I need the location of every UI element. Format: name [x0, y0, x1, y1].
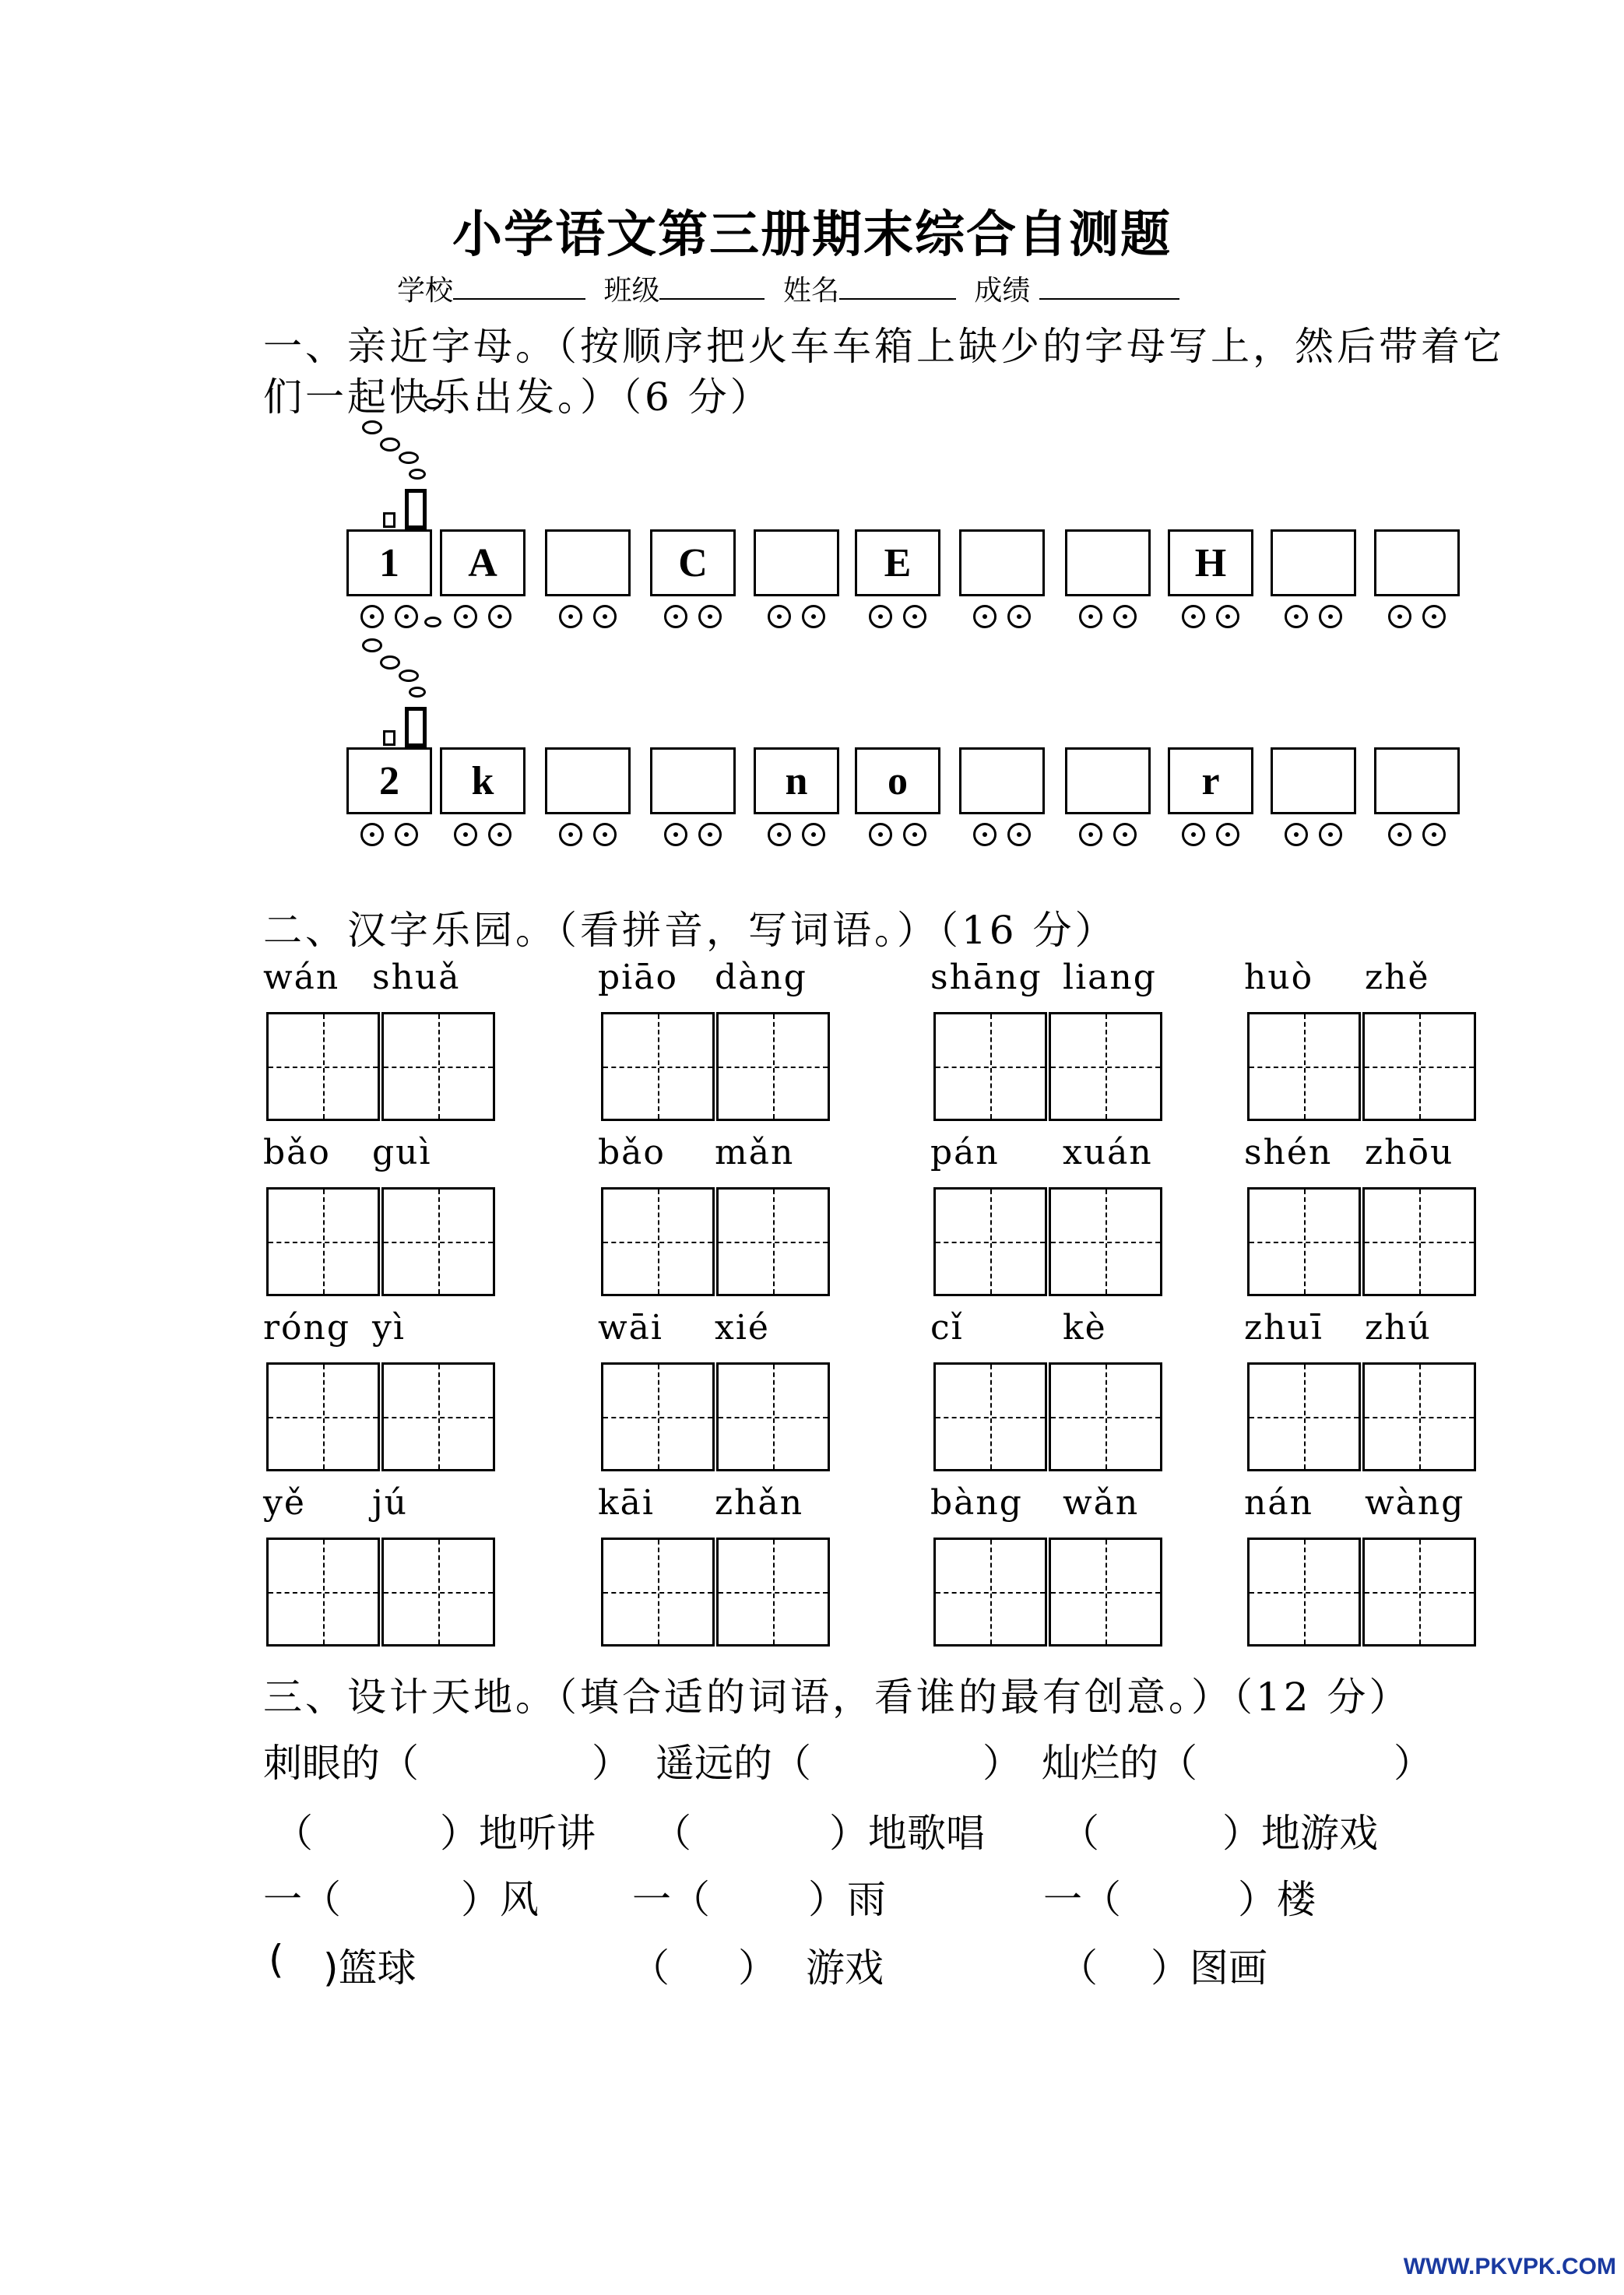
pinyin-label: liang — [1063, 958, 1157, 997]
chimney-small-icon — [383, 512, 395, 528]
fill-in-text: )篮球 — [323, 1945, 417, 1991]
fill-in-text: 一（ — [263, 1877, 341, 1922]
writing-box[interactable] — [266, 1538, 380, 1647]
writing-box[interactable] — [266, 1012, 380, 1121]
train-car[interactable] — [959, 529, 1045, 596]
pinyin-label: pán — [930, 1133, 1000, 1172]
pinyin-label: yě — [263, 1483, 306, 1523]
wheel-icon — [1285, 823, 1308, 846]
fill-in-text: ） — [738, 1945, 777, 1991]
writing-box[interactable] — [601, 1187, 715, 1296]
writing-box[interactable] — [716, 1362, 830, 1471]
train-car[interactable] — [650, 747, 736, 814]
wheel-icon — [1113, 823, 1137, 846]
writing-box[interactable] — [1049, 1538, 1162, 1647]
pinyin-label: shāng — [930, 958, 1042, 997]
smoke-icon — [409, 469, 426, 480]
wheel-icon — [869, 605, 892, 628]
wheel-icon — [454, 605, 477, 628]
writing-box[interactable] — [933, 1362, 1047, 1471]
wheel-icon — [488, 823, 511, 846]
wheel-icon — [903, 823, 926, 846]
pinyin-label: zhú — [1365, 1308, 1432, 1348]
train-car[interactable] — [754, 529, 839, 596]
wheel-icon — [1422, 823, 1446, 846]
writing-box[interactable] — [1362, 1538, 1476, 1647]
pinyin-label: yì — [372, 1308, 406, 1348]
wheel-icon — [698, 823, 722, 846]
pinyin-label: shén — [1244, 1133, 1333, 1172]
train-car[interactable] — [1271, 529, 1356, 596]
train-car[interactable]: A — [440, 529, 526, 596]
pinyin-label: bǎo — [598, 1133, 666, 1172]
train-engine: 2 — [346, 747, 432, 814]
chimney-icon — [405, 707, 427, 747]
wheel-icon — [1388, 605, 1411, 628]
smoke-icon — [380, 438, 400, 452]
wheel-icon — [559, 605, 582, 628]
fill-in-text: （ — [652, 1811, 691, 1856]
fill-in-text: ） — [982, 1741, 1021, 1786]
writing-box[interactable] — [716, 1012, 830, 1121]
wheel-icon — [360, 605, 384, 628]
wheel-icon — [1182, 823, 1205, 846]
fill-in-text: （ — [631, 1945, 670, 1991]
wheel-icon — [768, 605, 791, 628]
wheel-icon — [869, 823, 892, 846]
score-field[interactable] — [1039, 275, 1179, 300]
wheel-icon — [664, 823, 687, 846]
score-label: 成绩 — [974, 275, 1031, 307]
pinyin-label: huò — [1244, 958, 1314, 997]
wheel-icon — [559, 823, 582, 846]
wheel-icon — [1319, 823, 1342, 846]
fill-in-text: （ — [274, 1811, 313, 1856]
smoke-icon — [424, 399, 441, 409]
pinyin-label: wāi — [598, 1308, 663, 1348]
train-car[interactable] — [1065, 529, 1151, 596]
wheel-icon — [488, 605, 511, 628]
writing-box[interactable] — [933, 1187, 1047, 1296]
wheel-icon — [1319, 605, 1342, 628]
writing-box[interactable] — [1362, 1187, 1476, 1296]
writing-box[interactable] — [716, 1187, 830, 1296]
writing-box[interactable] — [933, 1538, 1047, 1647]
fill-in-text: ）风 — [461, 1877, 539, 1922]
footer-watermark: WWW.PKVPK.COM — [1403, 2254, 1616, 2279]
pinyin-label: cǐ — [930, 1308, 964, 1348]
fill-in-text: 遥远的（ — [656, 1741, 811, 1786]
train-car[interactable] — [1065, 747, 1151, 814]
smoke-icon — [424, 617, 441, 627]
pinyin-label: dàng — [715, 958, 807, 997]
smoke-icon — [399, 670, 419, 682]
train-car[interactable]: E — [855, 529, 940, 596]
school-label: 学校 — [397, 275, 454, 307]
wheel-icon — [973, 823, 997, 846]
fill-in-text: 一（ — [632, 1877, 710, 1922]
fill-in-text: ）雨 — [808, 1877, 886, 1922]
wheel-icon — [973, 605, 997, 628]
wheel-icon — [802, 605, 825, 628]
writing-box[interactable] — [1362, 1012, 1476, 1121]
smoke-icon — [362, 420, 382, 434]
writing-box[interactable] — [1049, 1187, 1162, 1296]
wheel-icon — [1285, 605, 1308, 628]
smoke-icon — [409, 687, 426, 698]
wheel-icon — [698, 605, 722, 628]
writing-box[interactable] — [1247, 1012, 1361, 1121]
wheel-icon — [802, 823, 825, 846]
fill-in-text: ）图画 — [1151, 1945, 1267, 1991]
wheel-icon — [1007, 823, 1031, 846]
pinyin-label: jú — [372, 1483, 408, 1523]
section3-heading: 三、设计天地。（填合适的词语，看谁的最有创意。）（12 分） — [263, 1675, 1411, 1720]
writing-box[interactable] — [266, 1362, 380, 1471]
student-info-line — [397, 269, 1189, 308]
pinyin-label: wàng — [1365, 1483, 1465, 1523]
writing-box[interactable] — [1362, 1362, 1476, 1471]
pinyin-label: zhōu — [1365, 1133, 1454, 1172]
writing-box[interactable] — [1049, 1362, 1162, 1471]
pinyin-label: wǎn — [1063, 1483, 1140, 1523]
wheel-icon — [395, 605, 418, 628]
wheel-icon — [1216, 823, 1239, 846]
writing-box[interactable] — [1247, 1187, 1361, 1296]
wheel-icon — [1079, 605, 1102, 628]
wheel-icon — [1079, 823, 1102, 846]
train-car[interactable] — [1374, 529, 1460, 596]
class-label: 班级 — [603, 275, 660, 307]
fill-in-text: ）地听讲 — [440, 1811, 596, 1856]
writing-box[interactable] — [381, 1012, 495, 1121]
train-car[interactable]: o — [855, 747, 940, 814]
wheel-icon — [664, 605, 687, 628]
pinyin-label: kāi — [598, 1483, 655, 1523]
chimney-icon — [405, 489, 427, 529]
fill-in-text: （ — [1060, 1811, 1099, 1856]
fill-in-text: 灿烂的（ — [1042, 1741, 1197, 1786]
pinyin-label: guì — [372, 1133, 432, 1172]
writing-box[interactable] — [933, 1012, 1047, 1121]
train-car[interactable]: H — [1168, 529, 1253, 596]
pinyin-label: kè — [1063, 1308, 1107, 1348]
class-field[interactable] — [659, 275, 765, 300]
fill-in-text: ）地游戏 — [1222, 1811, 1378, 1856]
fill-in-text: ） — [1394, 1741, 1432, 1786]
wheel-icon — [768, 823, 791, 846]
writing-box[interactable] — [1049, 1012, 1162, 1121]
wheel-icon — [1216, 605, 1239, 628]
wheel-icon — [1007, 605, 1031, 628]
wheel-icon — [1422, 605, 1446, 628]
fill-in-text: ( — [269, 1937, 284, 1982]
train-car[interactable] — [1271, 747, 1356, 814]
wheel-icon — [903, 605, 926, 628]
writing-box[interactable] — [601, 1538, 715, 1647]
wheel-icon — [454, 823, 477, 846]
writing-box[interactable] — [601, 1362, 715, 1471]
pinyin-label: zhuī — [1244, 1308, 1323, 1348]
pinyin-label: xié — [715, 1308, 770, 1348]
writing-box[interactable] — [381, 1187, 495, 1296]
writing-box[interactable] — [716, 1538, 830, 1647]
pinyin-label: piāo — [598, 958, 678, 997]
chimney-small-icon — [383, 730, 395, 746]
writing-box[interactable] — [1247, 1362, 1361, 1471]
wheel-icon — [1182, 605, 1205, 628]
writing-box[interactable] — [381, 1362, 495, 1471]
train-car[interactable] — [545, 747, 631, 814]
pinyin-label: bàng — [930, 1483, 1023, 1523]
name-field[interactable] — [839, 275, 956, 300]
smoke-icon — [399, 452, 419, 464]
fill-in-text: ）楼 — [1238, 1877, 1316, 1922]
wheel-icon — [593, 823, 617, 846]
section1-heading-line2: 们一起快乐出发。）（6 分） — [263, 374, 772, 420]
writing-box[interactable] — [381, 1538, 495, 1647]
train-car[interactable] — [545, 529, 631, 596]
train-car[interactable]: k — [440, 747, 526, 814]
wheel-icon — [395, 823, 418, 846]
fill-in-text: （ — [1059, 1945, 1098, 1991]
wheel-icon — [360, 823, 384, 846]
pinyin-label: wán — [263, 958, 340, 997]
train-car[interactable]: n — [754, 747, 839, 814]
section2-heading: 二、汉字乐园。（看拼音，写词语。）（16 分） — [263, 908, 1117, 953]
smoke-icon — [362, 638, 382, 652]
pinyin-label: bǎo — [263, 1133, 331, 1172]
train-car[interactable] — [1374, 747, 1460, 814]
fill-in-text: 游戏 — [806, 1945, 884, 1991]
pinyin-label: shuǎ — [372, 958, 461, 997]
school-field[interactable] — [453, 275, 585, 300]
writing-box[interactable] — [266, 1187, 380, 1296]
name-label: 姓名 — [782, 275, 839, 307]
train-car[interactable]: r — [1168, 747, 1253, 814]
train-car[interactable]: C — [650, 529, 736, 596]
smoke-icon — [380, 655, 400, 670]
pinyin-label: zhǎn — [715, 1483, 804, 1523]
fill-in-text: ） — [592, 1741, 631, 1786]
pinyin-label: zhě — [1365, 958, 1430, 997]
section1-heading-line1: 一、亲近字母。（按顺序把火车车箱上缺少的字母写上，然后带着它 — [263, 324, 1505, 369]
pinyin-label: róng — [263, 1308, 351, 1348]
pinyin-label: xuán — [1063, 1133, 1153, 1172]
fill-in-text: ）地歌唱 — [829, 1811, 985, 1856]
pinyin-label: nán — [1244, 1483, 1313, 1523]
train-engine: 1 — [346, 529, 432, 596]
train-car[interactable] — [959, 747, 1045, 814]
fill-in-text: 一（ — [1043, 1877, 1121, 1922]
fill-in-text: 刺眼的（ — [263, 1741, 419, 1786]
writing-box[interactable] — [601, 1012, 715, 1121]
pinyin-label: mǎn — [715, 1133, 795, 1172]
writing-box[interactable] — [1247, 1538, 1361, 1647]
page-title: 小学语文第三册期末综合自测题 — [452, 206, 1172, 264]
wheel-icon — [593, 605, 617, 628]
wheel-icon — [1113, 605, 1137, 628]
wheel-icon — [1388, 823, 1411, 846]
